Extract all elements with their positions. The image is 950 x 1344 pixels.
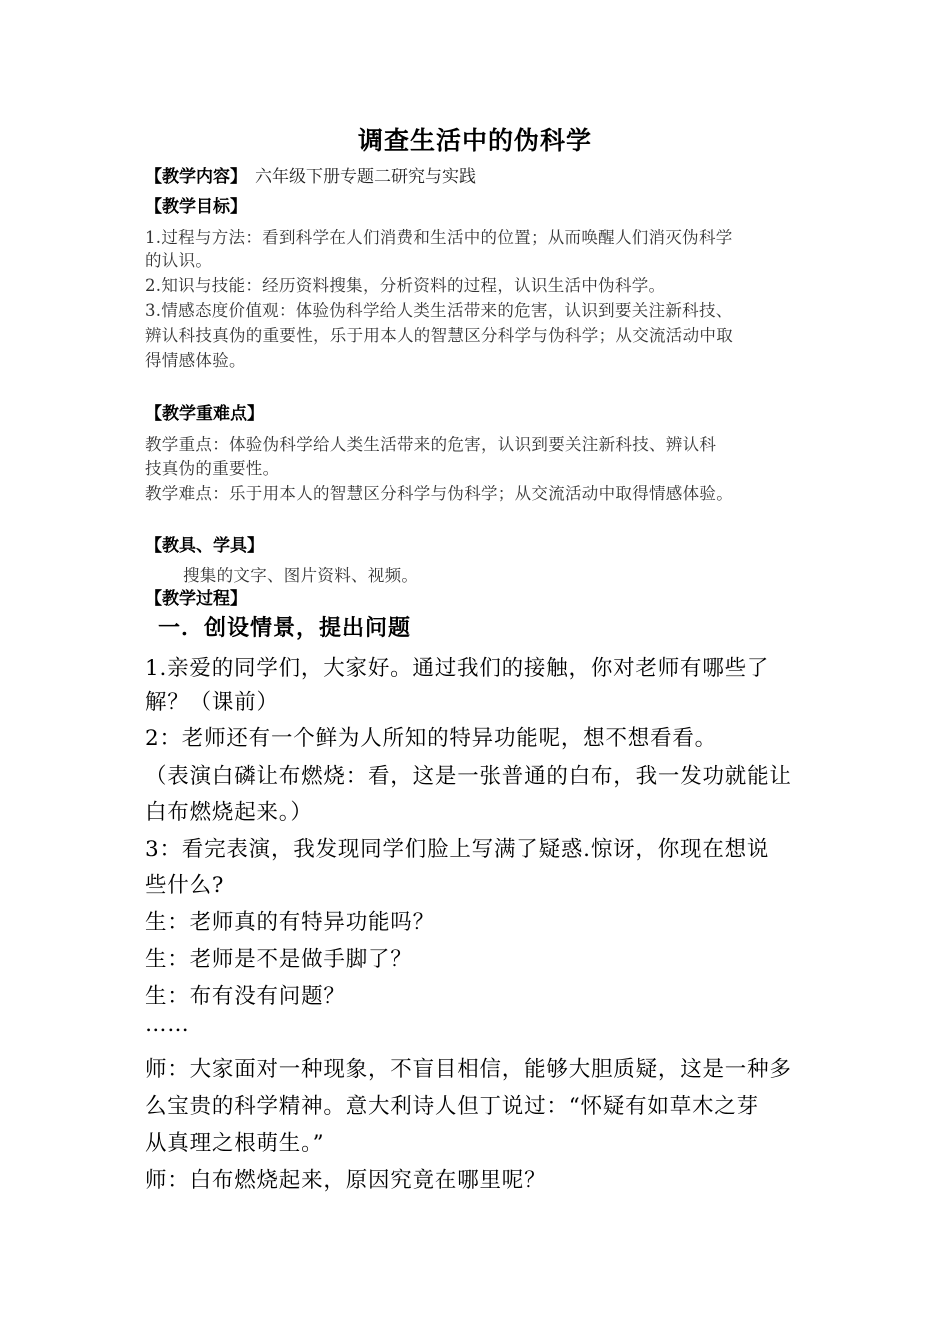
process-line: 些什么? <box>145 873 225 898</box>
process-label: 【教学过程】 <box>145 589 247 609</box>
process-line: 2：老师还有一个鲜为人所知的特异功能呢，想不想看看。 <box>145 726 717 751</box>
process-line: 1.亲爱的同学们，大家好。通过我们的接触，你对老师有哪些了 <box>145 656 770 681</box>
process-line: （表演白磷让布燃烧：看，这是一张普通的白布，我一发功就能让 <box>145 764 792 789</box>
tools-text: 搜集的文字、图片资料、视频。 <box>183 566 419 585</box>
page-title: 调查生活中的伪科学 <box>357 126 592 155</box>
process-line: 师：大家面对一种现象，不盲目相信，能够大胆质疑，这是一种多 <box>145 1057 792 1082</box>
teaching-content <box>145 162 476 187</box>
goal-line: 辨认科技真伪的重要性，乐于用本人的智慧区分科学与伪科学；从交流活动中取 <box>145 326 733 345</box>
teaching-content-text: 六年级下册专题二研究与实践 <box>255 167 476 187</box>
process-line: 么宝贵的科学精神。意大利诗人但丁说过：“怀疑有如草木之芽 <box>145 1094 759 1119</box>
process-line: 解？（课前） <box>145 690 279 715</box>
key-point-line: 教学难点：乐于用本人的智慧区分科学与伪科学；从交流活动中取得情感体验。 <box>145 484 733 503</box>
key-point-line: 教学重点：体验伪科学给人类生活带来的危害，认识到要关注新科技、辨认科 <box>145 435 717 454</box>
section-title: 一．创设情景，提出问题 <box>158 616 412 641</box>
goal-line: 1.过程与方法：看到科学在人们消费和生活中的位置；从而唤醒人们消灭伪科学 <box>145 228 733 247</box>
process-line: 从真理之根萌生。” <box>145 1131 325 1156</box>
tools-label: 【教具、学具】 <box>145 536 264 556</box>
key-points-label: 【教学重难点】 <box>145 404 264 424</box>
process-line: 生：老师是不是做手脚了？ <box>145 947 413 972</box>
process-line: 生：布有没有问题？ <box>145 984 346 1009</box>
teaching-goals-label: 【教学目标】 <box>145 197 247 217</box>
process-line: 师：白布燃烧起来，原因究竟在哪里呢？ <box>145 1168 547 1193</box>
process-line: 生：老师真的有特异功能吗？ <box>145 910 435 935</box>
goal-line: 3.情感态度价值观：体验伪科学给人类生活带来的危害，认识到要关注新科技、 <box>145 301 733 320</box>
goal-line: 的认识。 <box>145 251 213 270</box>
process-line: …… <box>145 1012 190 1037</box>
key-point-line: 技真伪的重要性。 <box>145 459 280 478</box>
goal-line: 2.知识与技能：经历资料搜集，分析资料的过程，认识生活中伪科学。 <box>145 276 666 295</box>
process-line: 白布燃烧起来。） <box>145 800 313 825</box>
goal-line: 得情感体验。 <box>145 351 246 370</box>
process-line: 3：看完表演，我发现同学们脸上写满了疑惑.惊讶，你现在想说 <box>145 837 770 862</box>
teaching-content-label: 【教学内容】 <box>145 167 247 187</box>
